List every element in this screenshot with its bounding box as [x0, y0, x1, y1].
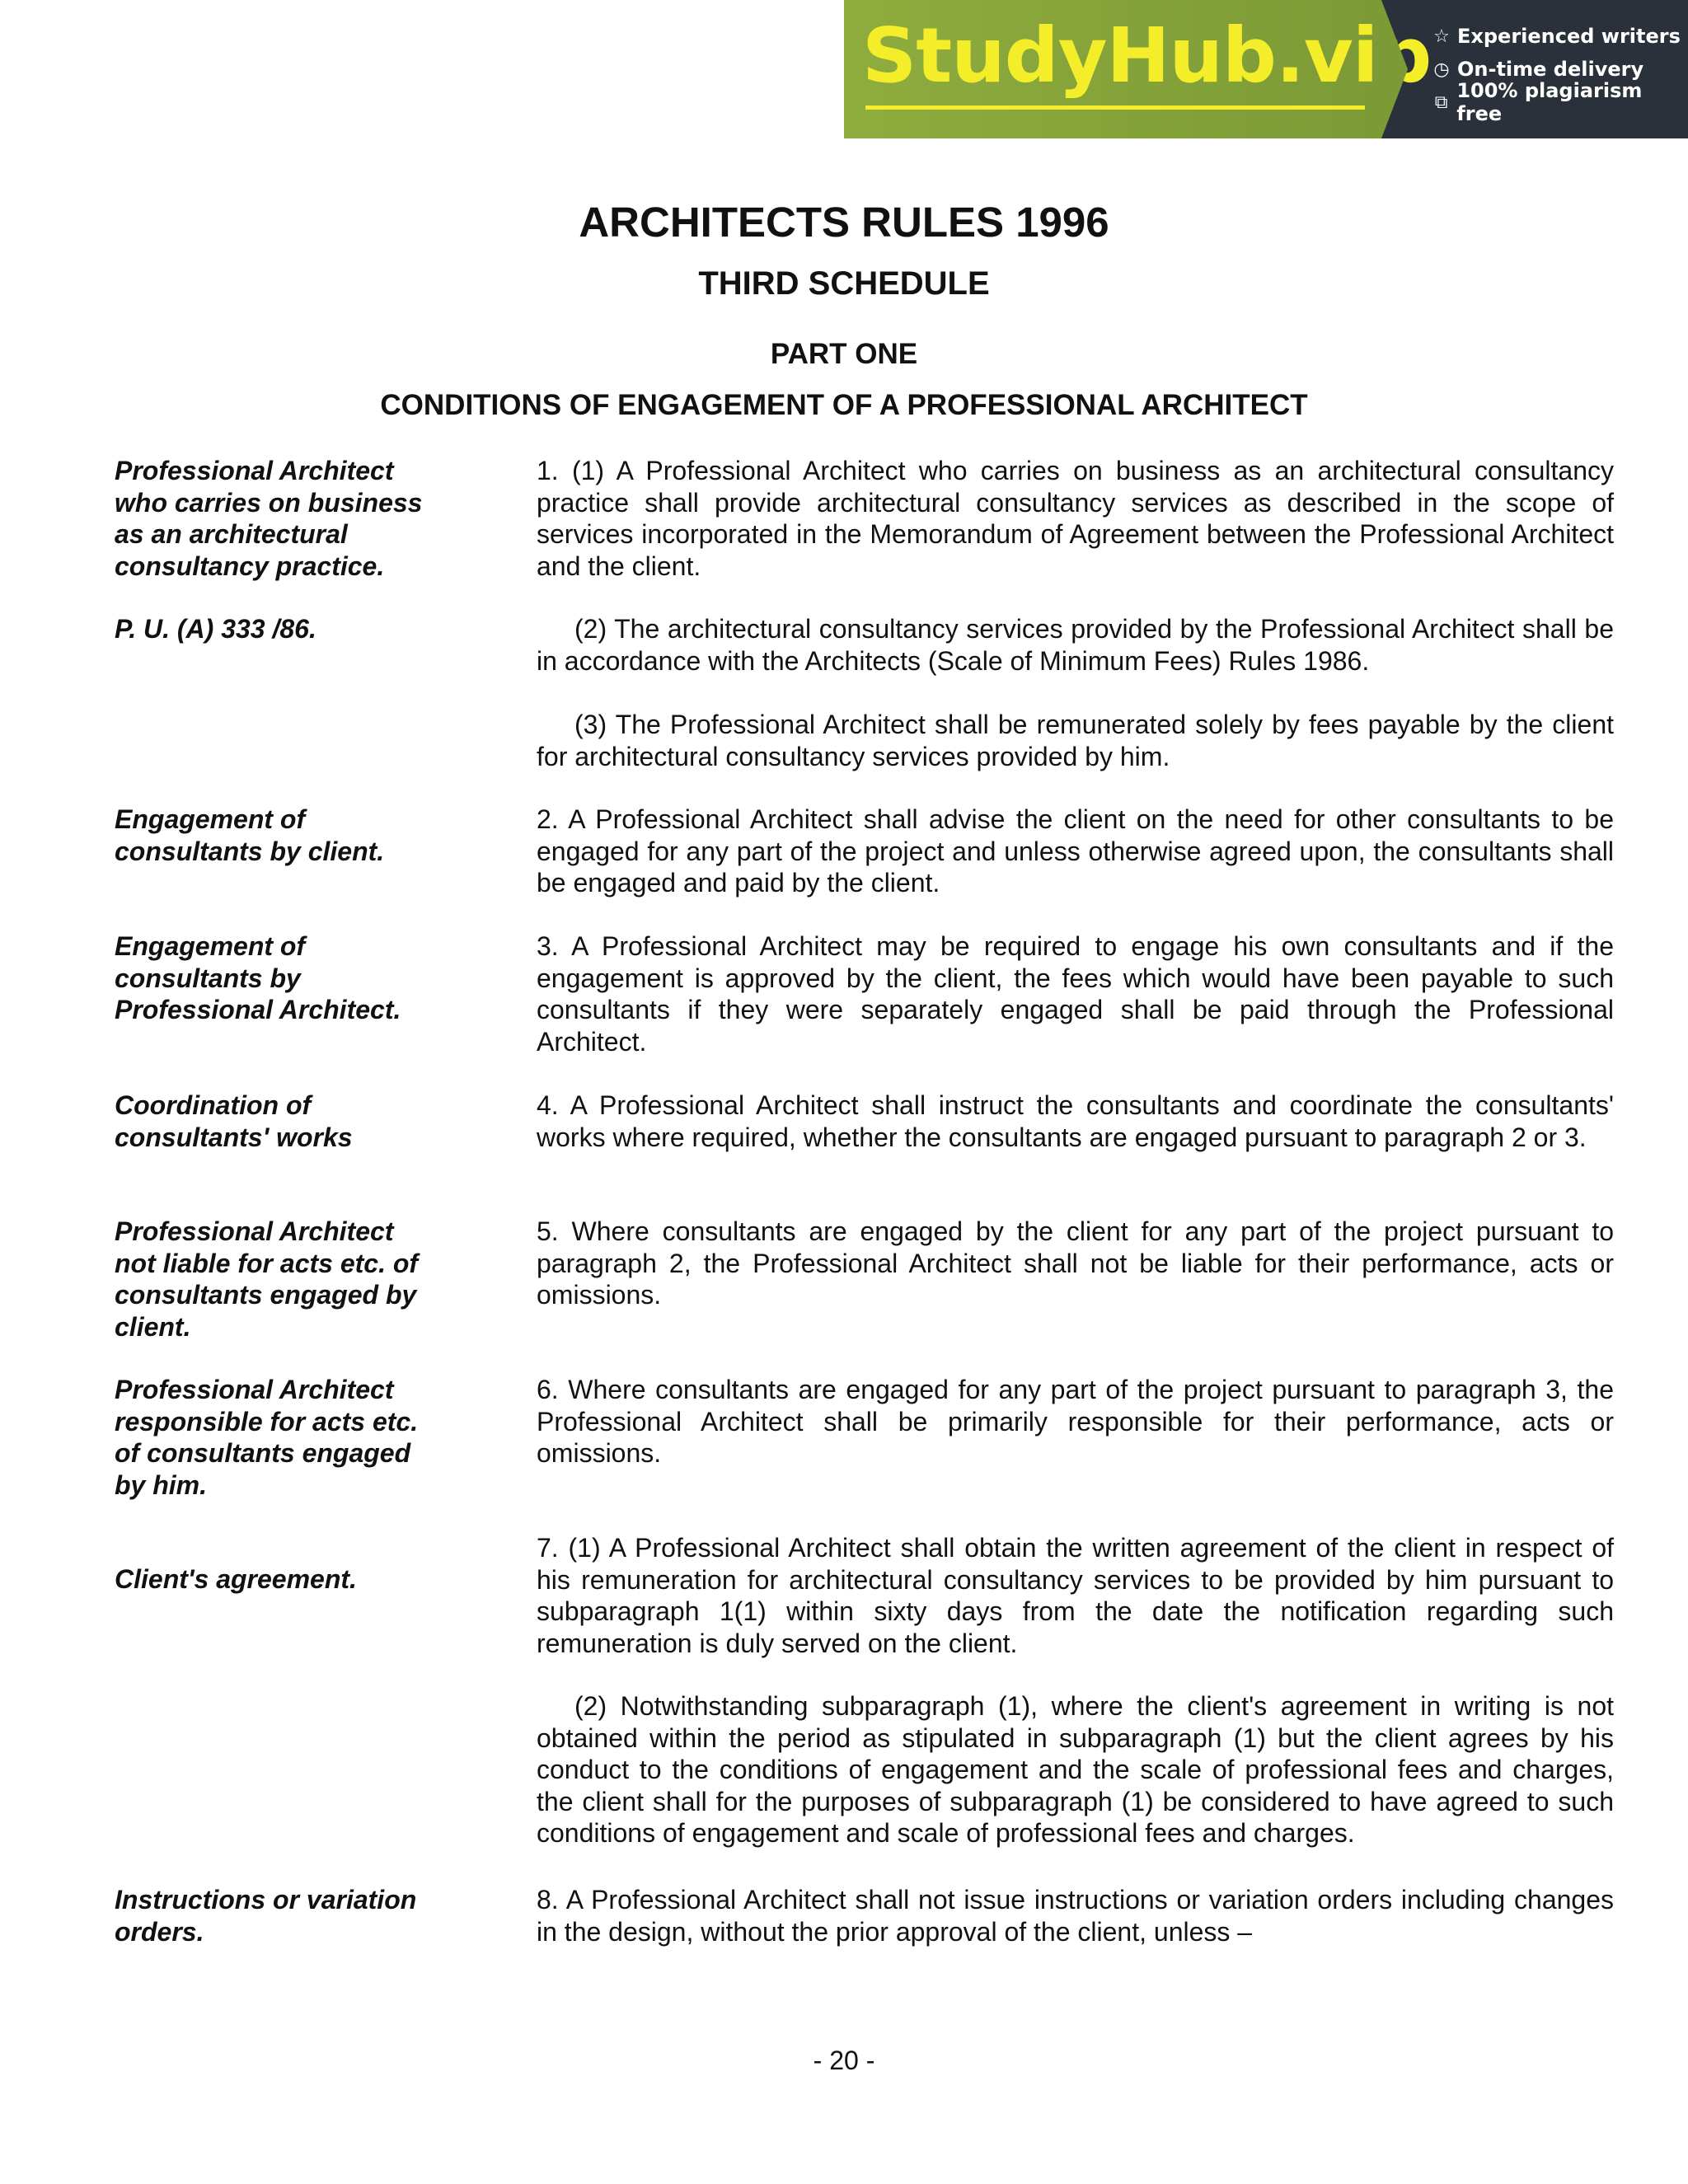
feature-label: On-time delivery: [1457, 58, 1644, 81]
clause-text: 3. A Professional Architect may be required to engage his own consultants and if the engagement is approved by the client, the fees which would have been payable to such consultants if they were separately engaged shall be paid through the Professional Architect.: [537, 931, 1614, 1057]
margin-note: P. U. (A) 333 /86.: [115, 614, 316, 644]
copy-document-icon: ⧉: [1434, 91, 1448, 113]
feature-label: Experienced writers: [1457, 25, 1681, 48]
clause-text: 8. A Professional Architect shall not issue instructions or variation orders including changes in the design, without the prior approval of the client, unless –: [537, 1885, 1614, 1947]
margin-note: Professional Architect responsible for acts etc. of consultants engaged by him.: [115, 1375, 419, 1500]
clause-text: 7. (1) A Professional Architect shall obtain the written agreement of the client in respect of his remuneration for architectural consultancy services to be provided by him pursuant to subparagraph 1(1) within sixty days from the date the notification regarding such remuneration is duly served on the client.: [537, 1533, 1614, 1658]
schedule-heading: THIRD SCHEDULE: [698, 265, 990, 302]
margin-note: Engagement of consultants by Professional Architect.: [115, 931, 401, 1024]
margin-note: Professional Architect not liable for acts etc. of consultants engaged by client.: [115, 1216, 419, 1342]
star-outline-icon: ☆: [1433, 26, 1450, 47]
clause-text: 2. A Professional Architect shall advise the client on the need for other consultants to be engaged for any part of the project and unless otherwise agreed upon, the consultants shall be engaged and paid by the client.: [537, 804, 1614, 898]
feature-plagiarism-free: [1431, 79, 1688, 125]
clause-text: (2) The architectural consultancy services provided by the Professional Architect shall be in accordance with the Architects (Scale of Minimum Fees) Rules 1986.: [537, 614, 1614, 676]
conditions-heading: CONDITIONS OF ENGAGEMENT OF A PROFESSIONAL ARCHITECT: [380, 389, 1308, 421]
studyhub-logo: StudyHub.vip: [862, 12, 1432, 100]
margin-note: Engagement of consultants by client.: [115, 804, 385, 866]
clause-text: (3) The Professional Architect shall be remunerated solely by fees payable by the client for architectural consultancy services provided by him.: [537, 710, 1614, 771]
clause-text: (2) Notwithstanding subparagraph (1), where the client's agreement in writing is not obtained within the period as stipulated in subparagraph (1) but the client agrees by his conduct to the conditions of engagement and the scale of professional fees and charges, the client shall for the purposes of subparagraph (1) be considered to have agreed to such conditions of engagement and scale of professional fees and charges.: [537, 1691, 1614, 1848]
clock-icon: ◷: [1433, 59, 1450, 80]
document-title: ARCHITECTS RULES 1996: [579, 199, 1109, 246]
banner-logo-area: [844, 0, 1432, 138]
margin-note: Professional Architect who carries on business as an architectural consultancy practice.: [115, 456, 423, 581]
studyhub-banner[interactable]: [844, 0, 1688, 138]
clause-text: 5. Where consultants are engaged by the client for any part of the project pursuant to paragraph 2, the Professional Architect shall not be liable for their performance, acts or omissions.: [537, 1216, 1614, 1310]
margin-note: Client's agreement.: [115, 1564, 357, 1594]
margin-note: Coordination of consultants' works: [115, 1090, 353, 1152]
margin-note: Instructions or variation orders.: [115, 1885, 417, 1947]
clause-text: 1. (1) A Professional Architect who carries on business as an architectural consultancy practice shall provide architectural consultancy services as described in the scope of services incorporated in the Memorandum of Agreement between the Professional Architect and the client.: [537, 456, 1614, 581]
clause-text: 6. Where consultants are engaged for any part of the project pursuant to paragraph 3, the Professional Architect shall be primarily responsible for their performance, acts or omissions.: [537, 1375, 1614, 1468]
logo-underline: [865, 105, 1365, 110]
banner-arrow-shape: [1381, 0, 1408, 138]
page-number: - 20 -: [813, 2046, 875, 2075]
feature-label: 100% plagiarism free: [1456, 79, 1643, 125]
feature-experienced-writers: [1431, 20, 1688, 53]
part-heading: PART ONE: [770, 338, 918, 370]
clause-text: 4. A Professional Architect shall instruct the consultants and coordinate the consultants' works where required, whether the consultants are engaged pursuant to paragraph 2 or 3.: [537, 1090, 1614, 1152]
